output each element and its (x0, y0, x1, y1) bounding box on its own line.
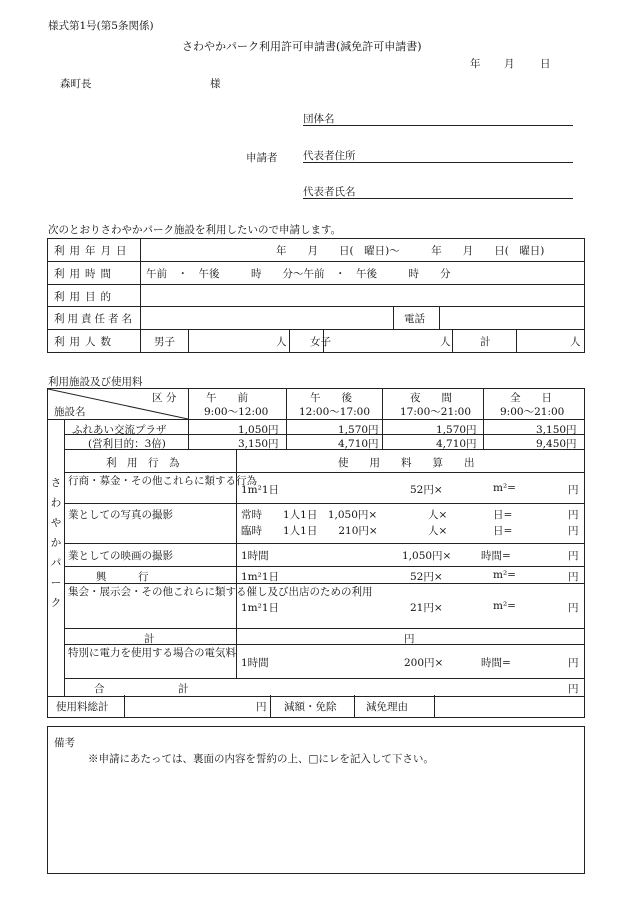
date-day: 日 (540, 58, 551, 70)
usage-date-value[interactable]: 年 月 日( 曜日)〜 年 月 日( 曜日) (276, 245, 545, 257)
grand-total-yen: 円 (568, 683, 579, 695)
honorific: 様 (210, 78, 221, 90)
vertical-label: さわやかパーク (50, 477, 62, 609)
period-allday-time: 9:00〜21:00 (500, 406, 565, 418)
remarks-label: 備考 (54, 737, 75, 749)
total-fee-yen[interactable]: 円 (256, 701, 267, 713)
usage-purpose-label: 利用目的 (54, 291, 116, 303)
act-row-name: 興 行 (96, 571, 149, 583)
act-row-yen2: 円 (568, 525, 579, 537)
remarks-box[interactable] (47, 726, 585, 874)
act-row-price2: 人× (428, 525, 448, 537)
date-year: 年 (470, 58, 481, 70)
reduction-label: 減額・免除 (284, 701, 337, 713)
act-row-unit: 1m²1日 (241, 571, 280, 583)
act-row-price: 人× (428, 509, 448, 521)
date-month: 月 (504, 58, 515, 70)
act-row-yen: 円 (568, 484, 579, 496)
phone-label: 電話 (404, 313, 425, 325)
period-night: 夜 間 (410, 392, 452, 404)
total-label: 計 (480, 336, 491, 348)
rep-name-field[interactable]: 代表者氏名 (303, 184, 573, 199)
electric-yen: 円 (568, 657, 579, 669)
plaza-commercial-name: (営利目的：3倍) (88, 438, 166, 450)
act-row-name: 業としての映画の撮影 (68, 550, 173, 562)
period-am: 午 前 (206, 392, 248, 404)
form-title: さわやかパーク利用許可申請書(減免許可申請書) (182, 40, 422, 53)
subtotal-yen: 円 (404, 633, 415, 645)
usage-count-label: 利用人数 (54, 336, 116, 348)
electric-price: 200円× (404, 657, 444, 669)
group-name-field[interactable]: 団体名 (303, 111, 573, 126)
act-row-unit: 1m²1日 (241, 484, 280, 496)
usage-time-value[interactable]: 午前 ・ 午後 時 分〜午前 ・ 午後 時 分 (146, 268, 451, 280)
period-night-time: 17:00〜21:00 (400, 406, 472, 418)
calc-header: 使 用 料 算 出 (338, 457, 475, 469)
act-row-name: 集会・展示会・その他これらに類する催し及び出店のための利用 (68, 586, 373, 598)
period-pm: 午 後 (310, 392, 352, 404)
applicant-label: 申請者 (246, 152, 278, 164)
period-allday: 全 日 (510, 392, 552, 404)
act-row-unit2: 臨時 1人1日 210円× (241, 525, 378, 537)
plaza-am: 1,050円 (238, 424, 279, 436)
plaza-pm: 1,570円 (338, 424, 379, 436)
act-row-name: 行商・募金・その他これらに類する行為 (68, 475, 257, 487)
remarks-note: ※申請にあたっては、裏面の内容を誓約の上、□にレを記入して下さい。 (88, 753, 434, 765)
act-row-price: 21円× (410, 602, 443, 614)
rep-address-field[interactable]: 代表者住所 (303, 148, 573, 163)
act-row-price: 52円× (410, 484, 443, 496)
subtotal-label: 計 (144, 633, 155, 645)
act-row-yen: 円 (568, 550, 579, 562)
total-fee-label: 使用料総計 (56, 701, 109, 713)
usage-table (47, 238, 585, 353)
act-row-yen: 円 (568, 571, 579, 583)
act-row-unit: 1時間 (241, 550, 269, 562)
act-row-unit: 常時 1人1日 1,050円× (241, 509, 378, 521)
act-header: 利 用 行 為 (106, 457, 180, 469)
kubun-label: 区 分 (152, 392, 177, 404)
act-row-yen: 円 (568, 602, 579, 614)
fees-section-title: 利用施設及び使用料 (48, 376, 143, 388)
male-label: 男子 (154, 336, 175, 348)
plaza-commercial-night: 4,710円 (436, 438, 477, 450)
usage-manager-label: 利用責任者名 (54, 313, 135, 325)
act-row-unit: 1m²1日 (241, 602, 280, 614)
addressee: 森町長 (60, 78, 92, 90)
act-row-yen: 円 (568, 509, 579, 521)
female-unit: 人 (440, 336, 451, 348)
intro-text: 次のとおりさわやかパーク施設を利用したいので申請します。 (48, 224, 342, 236)
act-row-qty: 日= (493, 509, 513, 521)
total-unit: 人 (570, 336, 581, 348)
act-row-qty2: 日= (493, 525, 513, 537)
male-unit: 人 (276, 336, 287, 348)
facility-label: 施設名 (54, 406, 86, 418)
period-am-time: 9:00〜12:00 (204, 406, 269, 418)
usage-time-label: 利用時間 (54, 268, 116, 280)
electric-qty: 時間= (481, 657, 511, 669)
act-row-name: 業としての写真の撮影 (68, 509, 173, 521)
period-pm-time: 12:00〜17:00 (299, 406, 371, 418)
electric-unit: 1時間 (241, 657, 269, 669)
act-row-price: 52円× (410, 571, 443, 583)
act-row-price: 1,050円× (402, 550, 452, 562)
plaza-night: 1,570円 (436, 424, 477, 436)
fee-table (47, 388, 585, 697)
electric-name: 特別に電力を使用する場合の電気料 (68, 647, 236, 659)
usage-date-label: 利用年月日 (54, 245, 132, 257)
plaza-commercial-pm: 4,710円 (338, 438, 379, 450)
act-row-qty: m²= (493, 482, 516, 494)
act-row-qty: m²= (493, 569, 516, 581)
plaza-allday: 3,150円 (536, 424, 577, 436)
plaza-commercial-am: 3,150円 (238, 438, 279, 450)
grand-total-label: 合 計 (94, 683, 189, 695)
summary-row (47, 695, 585, 718)
plaza-commercial-allday: 9,450円 (536, 438, 577, 450)
act-row-qty: m²= (493, 600, 516, 612)
reduction-reason-label: 減免理由 (366, 701, 408, 713)
plaza-row-name: ふれあい交流プラザ (72, 424, 167, 436)
form-number: 様式第1号(第5条関係) (48, 20, 154, 32)
female-label: 女子 (310, 336, 331, 348)
act-row-qty: 時間= (481, 550, 511, 562)
